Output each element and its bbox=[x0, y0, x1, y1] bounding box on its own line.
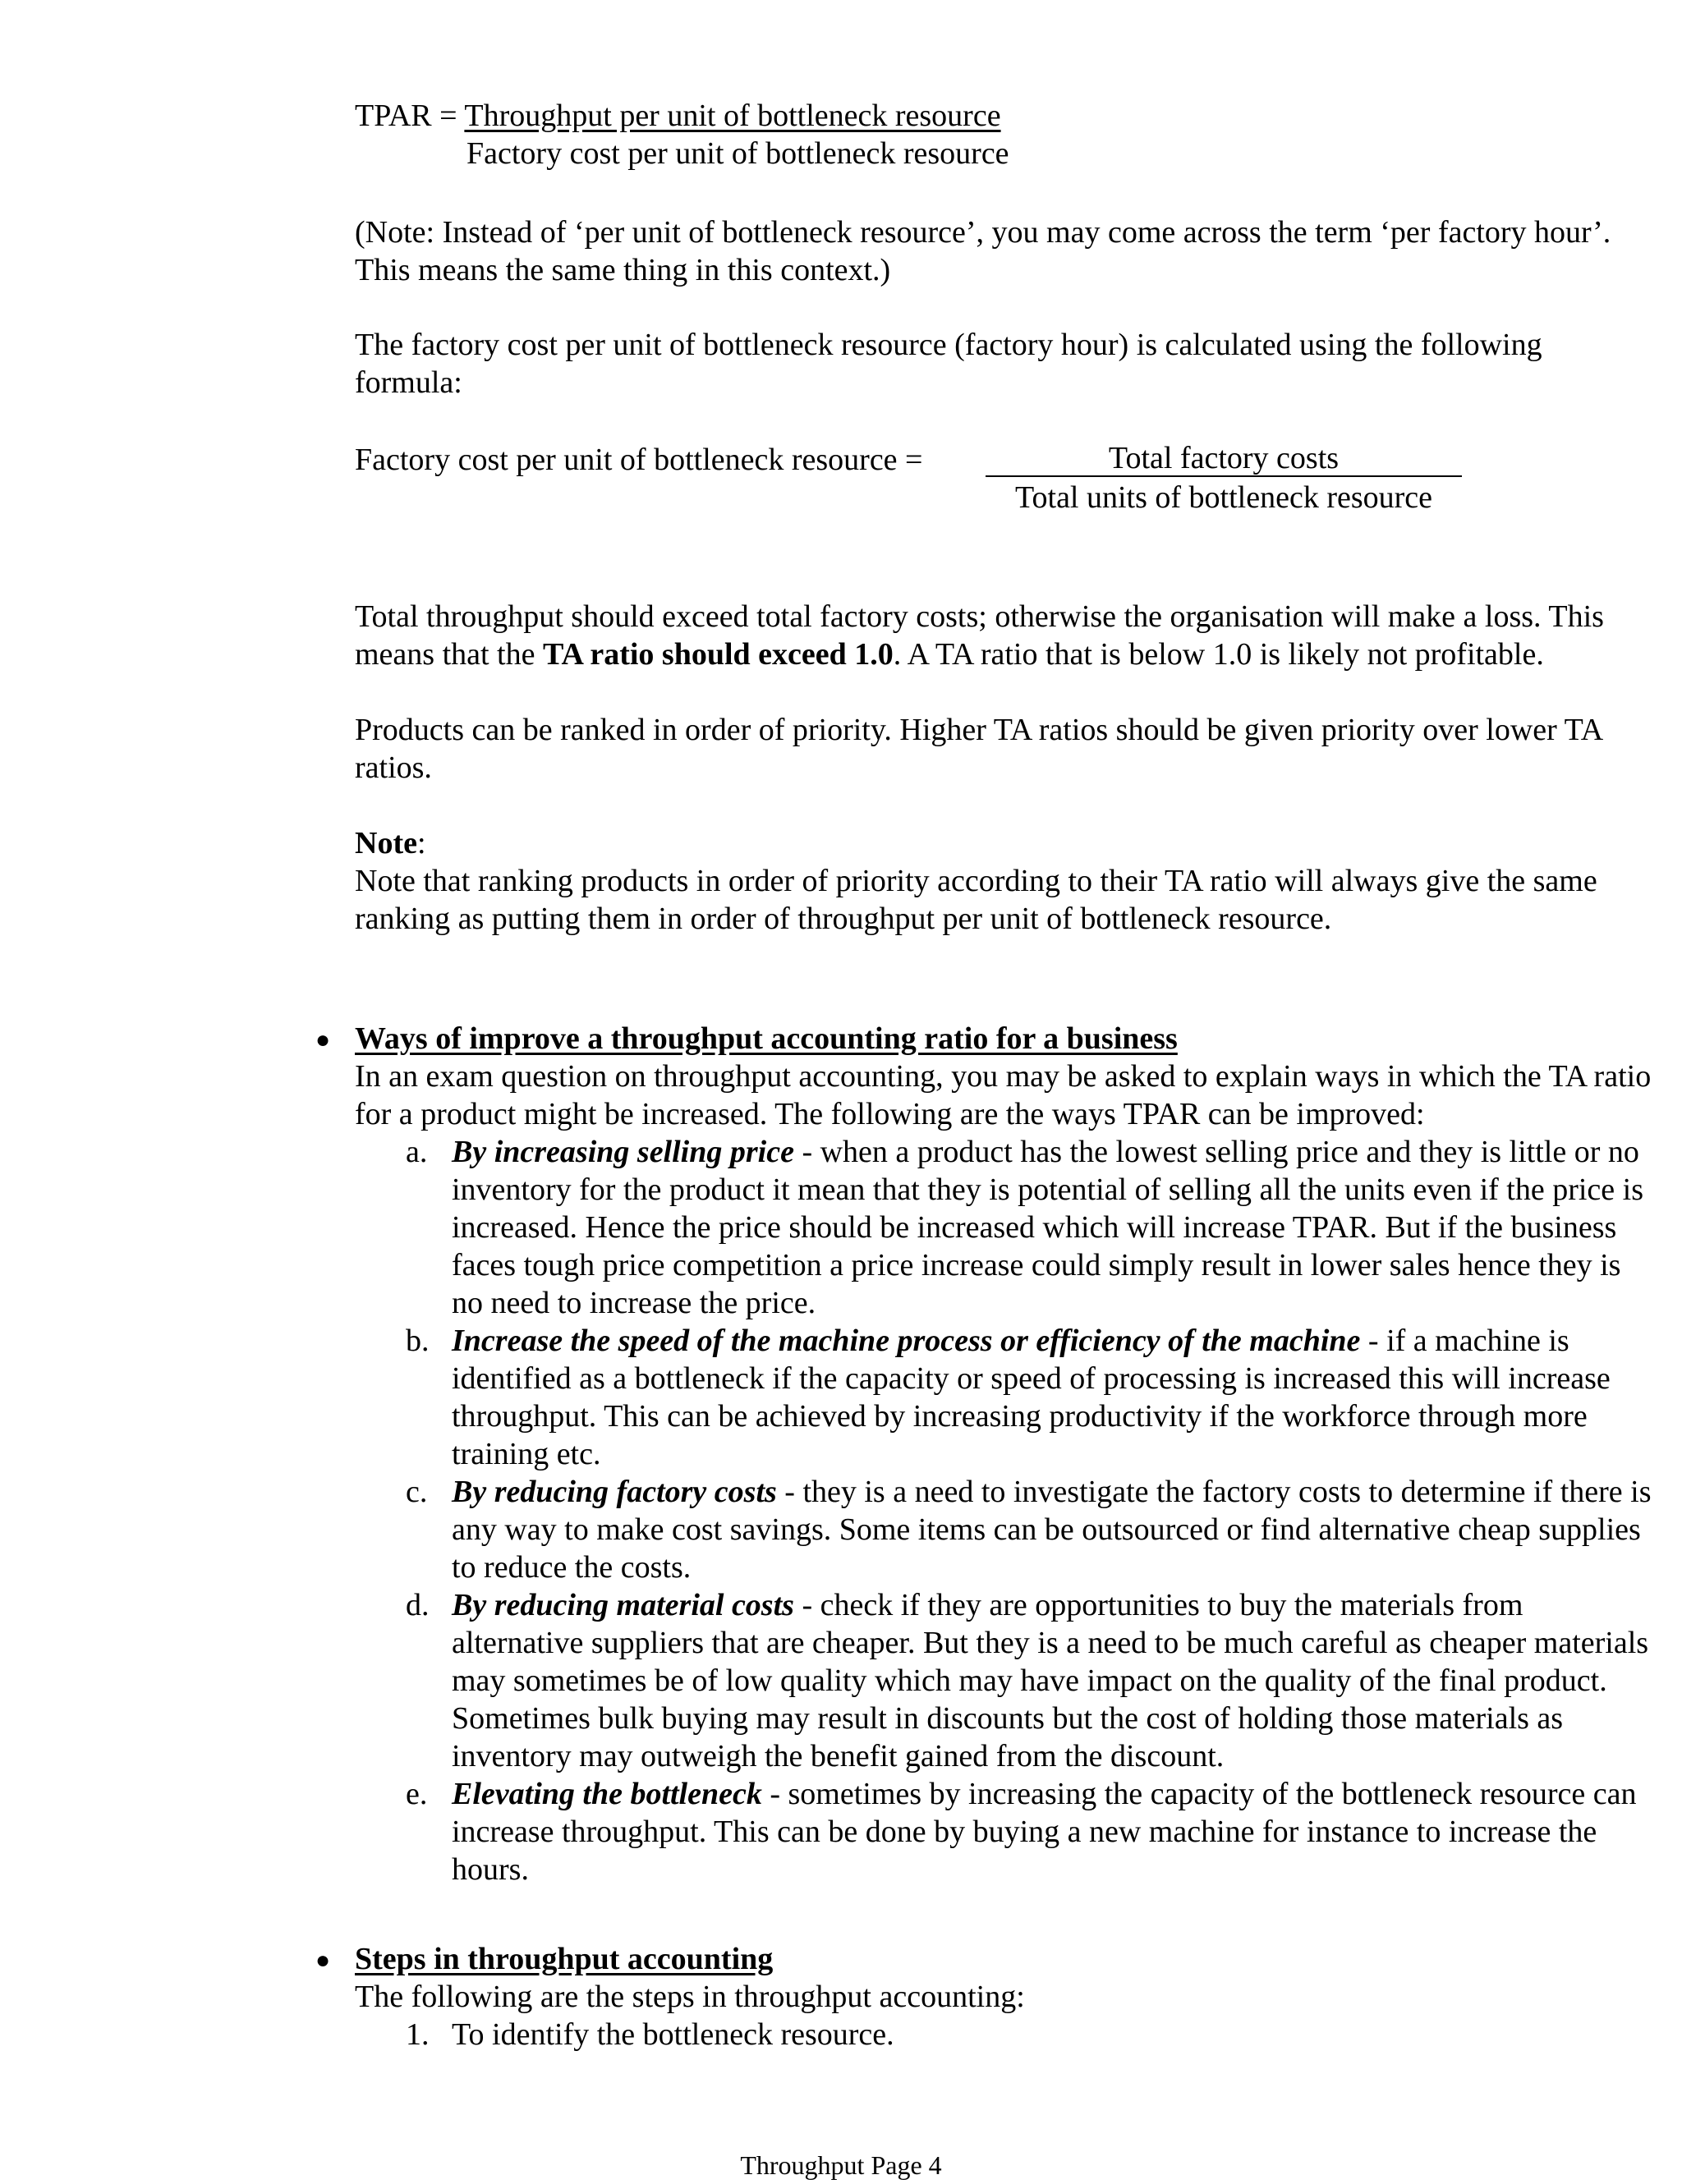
section2-heading-text: Steps in throughput accounting bbox=[355, 1942, 774, 1976]
section1-intro: In an exam question on throughput accounting, you may be asked to explain ways in which the TA ratio for a product might be increased. The following are the ways TPAR can be improved: bbox=[355, 1059, 1652, 1131]
throughput-para-bold: TA ratio should exceed 1.0 bbox=[542, 637, 894, 672]
throughput-para bbox=[355, 598, 1652, 673]
note-body: Note that ranking products in order of priority according to their TA ratio will always give the same ranking as putting them in order of throughput per unit of bottleneck resource. bbox=[355, 864, 1597, 936]
throughput-para-part1: Total throughput should exceed total factory costs; otherwise the organisation will make a loss. This means that the bbox=[355, 599, 1604, 672]
list-item bbox=[355, 1775, 1652, 1888]
list-item-text: - they is a need to investigate the factory costs to determine if there is any way to make cost savings. Some items can be outsourced or find alternative cheap supplies to reduce the costs. bbox=[452, 1475, 1652, 1585]
list-item-marker: a. bbox=[406, 1135, 428, 1169]
page-footer: Throughput Page 4 bbox=[740, 2150, 942, 2180]
note-heading-label: Note bbox=[355, 826, 417, 860]
section1-heading bbox=[355, 1020, 1178, 1058]
list-item-marker: e. bbox=[406, 1777, 428, 1811]
list-item bbox=[355, 1322, 1652, 1473]
note-heading bbox=[355, 824, 426, 862]
tpar-formula-lhs: TPAR = bbox=[355, 99, 465, 133]
factory-cost-intro: The factory cost per unit of bottleneck resource (factory hour) is calculated using the following formula: bbox=[355, 328, 1542, 400]
list-item-marker: c. bbox=[406, 1475, 428, 1509]
list-item-marker: 1. bbox=[406, 2017, 430, 2052]
tpar-formula-numerator: Throughput per unit of bottleneck resource bbox=[464, 99, 1001, 133]
section2-list bbox=[355, 2016, 1652, 2053]
list-item bbox=[355, 1473, 1652, 1586]
list-item-text: To identify the bottleneck resource. bbox=[452, 2017, 894, 2052]
list-item-text: - if a machine is identified as a bottleneck if the capacity or speed of processing is increased this will increase throughput. This can be achieved by increasing productivity if the workforce through more training etc. bbox=[452, 1324, 1611, 1471]
bullet-icon: ● bbox=[315, 1026, 331, 1053]
list-item-title: By reducing material costs bbox=[452, 1588, 794, 1622]
note-heading-colon: : bbox=[416, 826, 426, 860]
factory-formula-denominator: Total units of bottleneck resource bbox=[1014, 480, 1433, 515]
factory-formula-numerator: Total factory costs bbox=[986, 441, 1462, 477]
note-per-factory-hour: (Note: Instead of ‘per unit of bottleneck resource’, you may come across the term ‘per factory hour’. This means the same thing in this context.) bbox=[355, 215, 1611, 287]
list-item-marker: b. bbox=[406, 1324, 430, 1358]
tpar-formula bbox=[355, 97, 1001, 135]
list-item-title: Increase the speed of the machine process or efficiency of the machine bbox=[452, 1324, 1361, 1358]
section2-heading bbox=[355, 1940, 773, 1978]
list-item-title: Elevating the bottleneck bbox=[452, 1777, 762, 1811]
tpar-formula-denominator: Factory cost per unit of bottleneck resource bbox=[466, 136, 1009, 171]
list-item-marker: d. bbox=[406, 1588, 430, 1622]
list-item-text: - when a product has the lowest selling price and they is little or no inventory for the product it mean that they is potential of selling all the units even if the price is increased. Hence the price should be increased which will increase TPAR. But if the business faces tough price competition a price increase could simply result in lower sales hence they is no need to increase the price. bbox=[452, 1135, 1644, 1320]
section1-heading-text: Ways of improve a throughput accounting ratio for a business bbox=[355, 1021, 1178, 1056]
throughput-para-part2: . A TA ratio that is below 1.0 is likely not profitable. bbox=[893, 637, 1544, 672]
bullet-icon: ● bbox=[315, 1947, 331, 1974]
list-item-text: - check if they are opportunities to buy the materials from alternative suppliers that are cheaper. But they is a need to be much careful as cheaper materials may sometimes be of low quality which may have impact on the quality of the final product. Sometimes bulk buying may result in discounts but the cost of holding those materials as inventory may outweigh the benefit gained from the discount. bbox=[452, 1588, 1649, 1773]
section1-list bbox=[355, 1133, 1652, 1888]
section2-intro: The following are the steps in throughput accounting: bbox=[355, 1980, 1025, 2014]
list-item-text: - sometimes by increasing the capacity of the bottleneck resource can increase throughput. This can be done by buying a new machine for instance to increase the hours. bbox=[452, 1777, 1637, 1887]
list-item-title: By increasing selling price bbox=[452, 1135, 794, 1169]
list-item-title: By reducing factory costs bbox=[452, 1475, 777, 1509]
factory-formula-fraction bbox=[986, 441, 1462, 518]
ranking-para: Products can be ranked in order of priority. Higher TA ratios should be given priority over lower TA ratios. bbox=[355, 713, 1602, 785]
list-item bbox=[355, 2016, 1652, 2053]
factory-formula-lhs: Factory cost per unit of bottleneck resource = bbox=[355, 443, 923, 477]
list-item bbox=[355, 1133, 1652, 1322]
list-item bbox=[355, 1586, 1652, 1775]
